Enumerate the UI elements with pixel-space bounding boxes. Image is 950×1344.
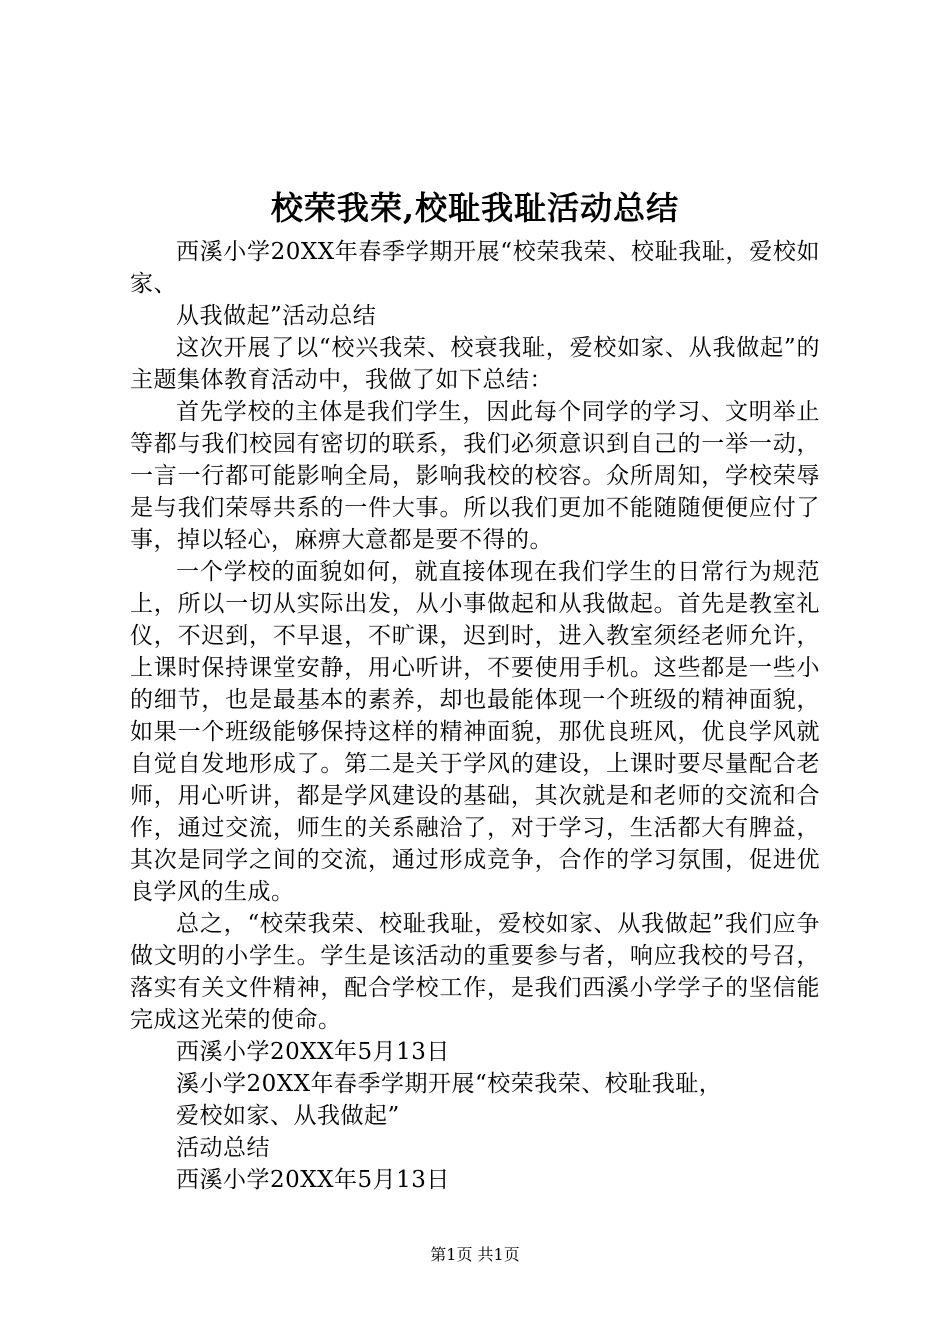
paragraph-conclusion: 总之，“校荣我荣、校耻我耻，爱校如家、从我做起”我们应争做文明的小学生。学生是该活动的重要参与者，响应我校的号召，落实有关文件精神，配合学校工作，是我们西溪小学学子的坚信能完成这光荣的使命。 <box>130 911 820 1033</box>
date-line-repeat: 西溪小学20XX年5月13日 <box>176 1167 450 1193</box>
repeated-title-line-2: 爱校如家、从我做起” <box>176 1103 400 1129</box>
document-title: 校荣我荣,校耻我耻活动总结 <box>270 189 680 227</box>
repeated-title-line-3: 活动总结 <box>176 1135 270 1161</box>
paragraph-intro-continued: 从我做起”活动总结 <box>176 303 377 329</box>
repeated-title-line-1: 溪小学20XX年春季学期开展“校荣我荣、校耻我耻， <box>176 1071 723 1097</box>
date-line: 西溪小学20XX年5月13日 <box>176 1039 450 1065</box>
paragraph-conduct: 一个学校的面貌如何，就直接体现在我们学生的日常行为规范上，所以一切从实际出发，从小事做起和从我做起。首先是教室礼仪，不迟到，不早退，不旷课，迟到时，进入教室须经老师允许，上课时保持课堂安静，用心听讲，不要使用手机。这些都是一些小的细节，也是最基本的素养，却也最能体现一个班级的精神面貌，如果一个班级能够保持这样的精神面貌，那优良班风，优良学风就自觉自发地形成了。第二是关于学风的建设，上课时要尽量配合老师，用心听讲，都是学风建设的基础，其次就是和老师的交流和合作，通过交流，师生的关系融洽了，对于学习，生活都大有脾益，其次是同学之间的交流，通过形成竞争，合作的学习氛围，促进优良学风的生成。 <box>130 559 820 905</box>
document-body <box>130 236 820 1196</box>
paragraph-intro: 西溪小学20XX年春季学期开展“校荣我荣、校耻我耻，爱校如家、 <box>130 239 820 297</box>
page-footer: 第1页 共1页 <box>430 1245 520 1264</box>
paragraph-students: 首先学校的主体是我们学生，因此每个同学的学习、文明举止等都与我们校园有密切的联系，我们必须意识到自己的一举一动，一言一行都可能影响全局，影响我校的校容。众所周知，学校荣辱是与我们荣辱共系的一件大事。所以我们更加不能随随便便应付了事，掉以轻心，麻痹大意都是要不得的。 <box>130 399 820 553</box>
paragraph-summary-lead: 这次开展了以“校兴我荣、校衰我耻，爱校如家、从我做起”的主题集体教育活动中，我做了如下总结： <box>130 335 820 393</box>
